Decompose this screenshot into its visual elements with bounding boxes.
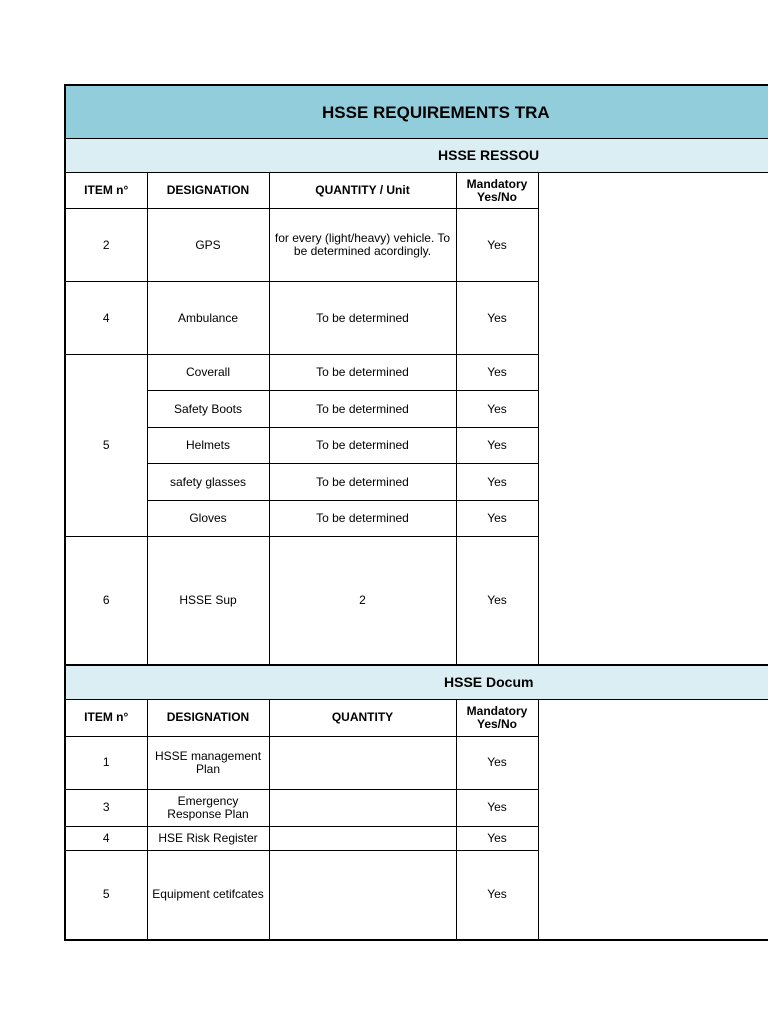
cell-designation: Coverall <box>147 355 269 391</box>
cell-designation: safety glasses <box>147 464 269 501</box>
cell-designation: Equipment cetifcates <box>147 850 269 940</box>
cell-mandatory: Yes <box>456 355 538 391</box>
column-header-quantity: QUANTITY / Unit <box>269 173 456 209</box>
cell-designation: HSSE Sup <box>147 537 269 665</box>
cell-mandatory: Yes <box>456 391 538 428</box>
hsse-requirements-table <box>64 84 768 941</box>
cell-designation: HSSE management Plan <box>147 736 269 789</box>
cell-designation: GPS <box>147 209 269 282</box>
spreadsheet-sheet <box>64 84 768 941</box>
cell-quantity: To be determined <box>269 464 456 501</box>
section-heading-documents: HSSE Docum <box>65 665 768 700</box>
cell-designation: Gloves <box>147 501 269 537</box>
table-row <box>65 391 768 428</box>
cell-mandatory: Yes <box>456 736 538 789</box>
table-row <box>65 428 768 464</box>
cell-quantity <box>269 850 456 940</box>
cell-mandatory: Yes <box>456 537 538 665</box>
cell-mandatory: Yes <box>456 501 538 537</box>
cell-mandatory: Yes <box>456 464 538 501</box>
cell-item: 3 <box>65 789 147 826</box>
cell-quantity: To be determined <box>269 428 456 464</box>
cell-quantity: To be determined <box>269 501 456 537</box>
cell-quantity: To be determined <box>269 282 456 355</box>
cell-designation: Safety Boots <box>147 391 269 428</box>
table-row <box>65 537 768 665</box>
cell-quantity <box>269 736 456 789</box>
table-row <box>65 282 768 355</box>
cell-quantity <box>269 826 456 850</box>
cell-quantity: 2 <box>269 537 456 665</box>
cell-mandatory: Yes <box>456 826 538 850</box>
section-heading-resources: HSSE RESSOU <box>65 139 768 173</box>
cell-designation: Helmets <box>147 428 269 464</box>
cell-quantity: To be determined <box>269 355 456 391</box>
cell-item: 5 <box>65 355 147 537</box>
column-header-quantity: QUANTITY <box>269 699 456 736</box>
table-row <box>65 789 768 826</box>
cell-item: 1 <box>65 736 147 789</box>
cell-item: 4 <box>65 826 147 850</box>
cell-item: 2 <box>65 209 147 282</box>
column-header-item: ITEM n° <box>65 173 147 209</box>
cell-mandatory: Yes <box>456 282 538 355</box>
table-row <box>65 209 768 282</box>
cell-designation: HSE Risk Register <box>147 826 269 850</box>
table-row <box>65 501 768 537</box>
table-row <box>65 826 768 850</box>
table-row <box>65 736 768 789</box>
column-header-designation: DESIGNATION <box>147 173 269 209</box>
cell-mandatory: Yes <box>456 850 538 940</box>
column-header-designation: DESIGNATION <box>147 699 269 736</box>
column-header-item: ITEM n° <box>65 699 147 736</box>
cell-item: 4 <box>65 282 147 355</box>
cell-designation: Emergency Response Plan <box>147 789 269 826</box>
column-header-mandatory: Mandatory Yes/No <box>456 173 538 209</box>
cell-mandatory: Yes <box>456 428 538 464</box>
cell-quantity: To be determined <box>269 391 456 428</box>
table-row <box>65 850 768 940</box>
column-header-mandatory: Mandatory Yes/No <box>456 699 538 736</box>
cell-mandatory: Yes <box>456 209 538 282</box>
cell-designation: Ambulance <box>147 282 269 355</box>
cell-quantity: for every (light/heavy) vehicle. To be determined acordingly. <box>269 209 456 282</box>
cell-quantity <box>269 789 456 826</box>
cell-item: 5 <box>65 850 147 940</box>
cell-item: 6 <box>65 537 147 665</box>
cell-mandatory: Yes <box>456 789 538 826</box>
table-row <box>65 355 768 391</box>
table-row <box>65 464 768 501</box>
sheet-title: HSSE REQUIREMENTS TRA <box>65 85 768 139</box>
